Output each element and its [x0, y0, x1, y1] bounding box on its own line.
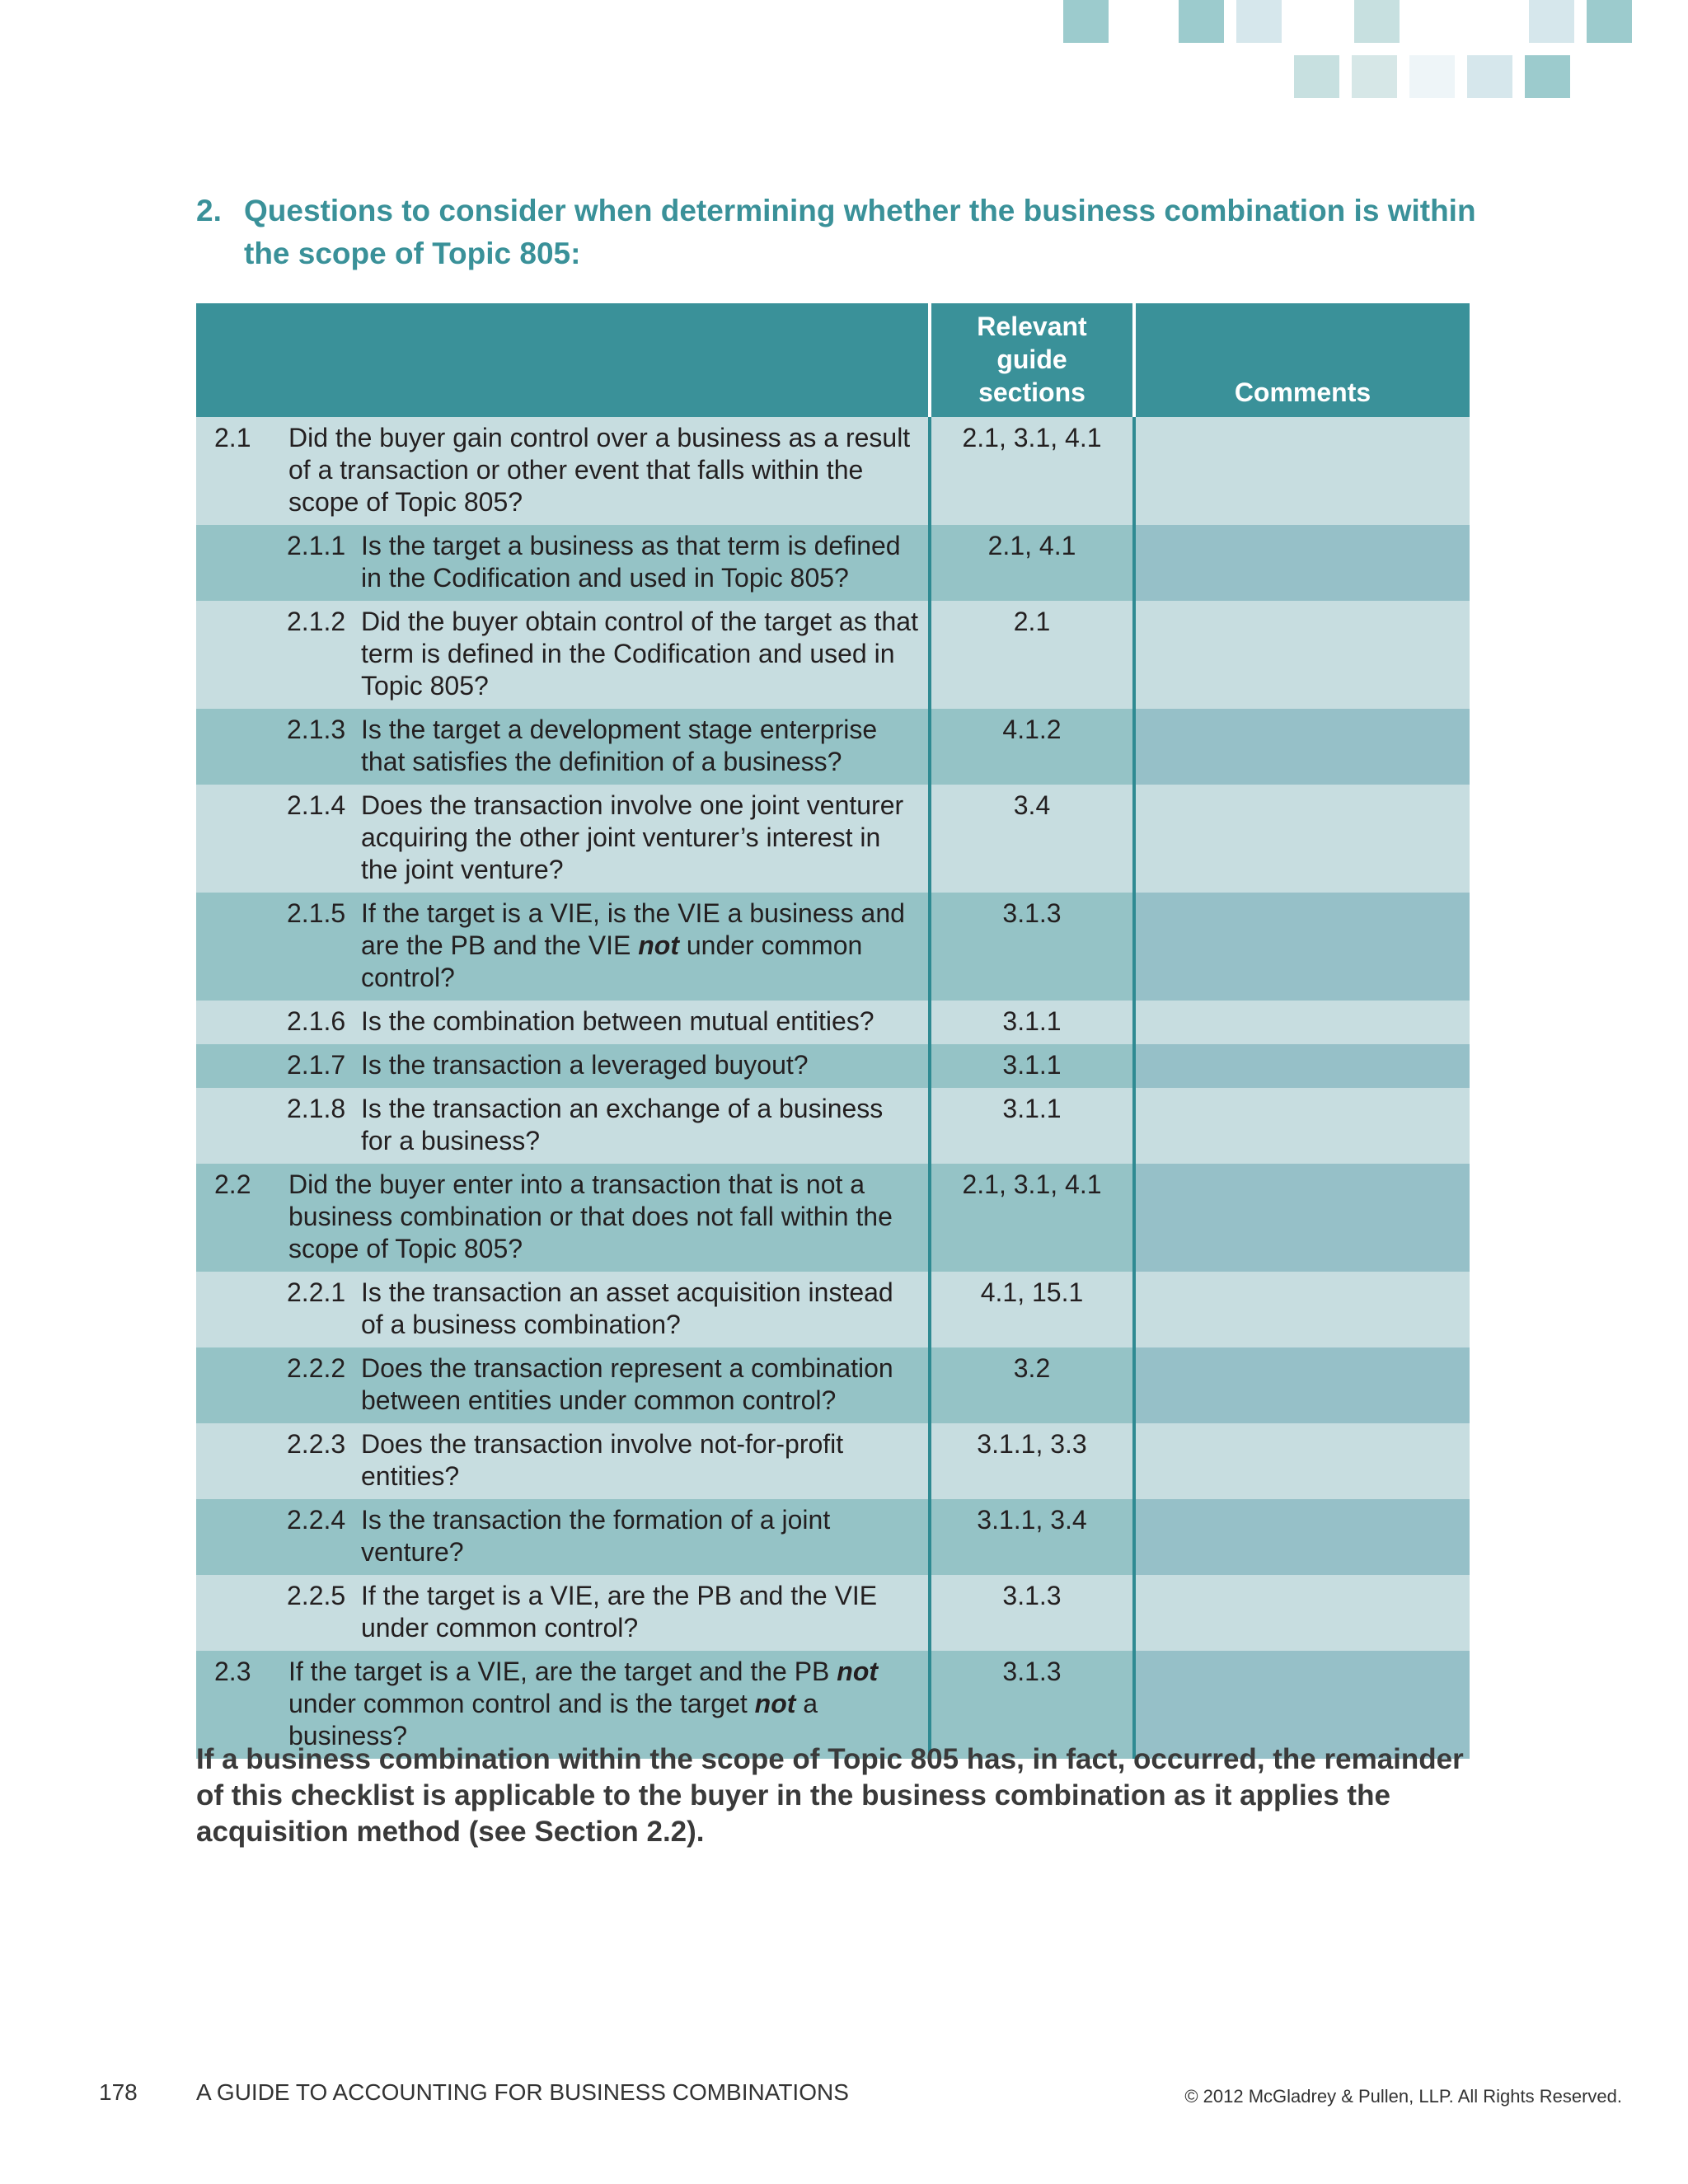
guide-sections-cell: 4.1, 15.1	[930, 1272, 1134, 1347]
table-row	[196, 709, 1470, 785]
question-number: 2.3	[214, 1657, 251, 1686]
question-number: 2.1.8	[287, 1094, 346, 1123]
table-row	[196, 417, 1470, 525]
comments-cell[interactable]	[1134, 1575, 1470, 1651]
question-text	[361, 714, 920, 778]
question-number: 2.1.5	[287, 898, 346, 928]
question-text	[361, 1049, 920, 1081]
question-text	[361, 1352, 920, 1417]
comments-cell[interactable]	[1134, 1499, 1470, 1575]
question-cell	[196, 1575, 930, 1651]
question-number: 2.1.1	[287, 531, 346, 560]
guide-sections-cell: 2.1	[930, 601, 1134, 709]
question-cell	[196, 601, 930, 709]
table-row	[196, 1272, 1470, 1347]
question-cell	[196, 1423, 930, 1499]
table-row	[196, 1164, 1470, 1272]
question-cell	[196, 1088, 930, 1164]
comments-cell[interactable]	[1134, 525, 1470, 601]
question-text-part: Is the target a development stage enterprise that satisfies the definition of a business?	[361, 715, 878, 776]
deco-square	[1529, 0, 1574, 43]
deco-square	[1587, 0, 1632, 43]
table-row	[196, 1044, 1470, 1088]
deco-square	[1525, 55, 1570, 98]
guide-sections-cell: 3.1.3	[930, 893, 1134, 1001]
question-text	[361, 1580, 920, 1644]
question-number: 2.1	[214, 423, 251, 452]
question-cell	[196, 1499, 930, 1575]
section-heading	[196, 190, 1482, 275]
emphasis-text: not	[754, 1689, 796, 1718]
section-heading-text: Questions to consider when determining whether the business combination is within the scope of Topic 805:	[244, 194, 1476, 270]
question-number: 2.1.6	[287, 1006, 346, 1036]
question-text	[288, 1169, 920, 1265]
checklist-table	[196, 303, 1470, 1759]
comments-cell[interactable]	[1134, 1164, 1470, 1272]
table-row	[196, 601, 1470, 709]
deco-square	[1063, 0, 1109, 43]
question-text	[361, 1093, 920, 1157]
question-cell	[196, 1164, 930, 1272]
deco-square	[1409, 55, 1455, 98]
emphasis-text: not	[837, 1657, 879, 1686]
question-number: 2.2.4	[287, 1505, 346, 1535]
question-text	[361, 530, 920, 594]
comments-cell[interactable]	[1134, 1272, 1470, 1347]
question-text-part: under common control?	[361, 930, 863, 992]
question-number: 2.1.2	[287, 607, 346, 636]
guide-sections-cell: 2.1, 4.1	[930, 525, 1134, 601]
guide-sections-cell: 2.1, 3.1, 4.1	[930, 417, 1134, 525]
question-cell	[196, 785, 930, 893]
guide-sections-cell: 3.2	[930, 1347, 1134, 1423]
table-row	[196, 1347, 1470, 1423]
deco-square	[1236, 0, 1282, 43]
guide-sections-cell: 3.4	[930, 785, 1134, 893]
table-row	[196, 785, 1470, 893]
table-row	[196, 1001, 1470, 1044]
question-text-part: If the target is a VIE, is the VIE a business and are the PB and the VIE	[361, 898, 905, 960]
question-cell	[196, 1001, 930, 1044]
deco-square	[1294, 55, 1339, 98]
table-row	[196, 1499, 1470, 1575]
question-number: 2.2	[214, 1169, 251, 1199]
question-number: 2.2.2	[287, 1353, 346, 1383]
guide-sections-cell: 2.1, 3.1, 4.1	[930, 1164, 1134, 1272]
question-text-part: a business?	[288, 1689, 818, 1750]
question-text-part: Is the transaction an exchange of a business for a business?	[361, 1094, 884, 1155]
question-text-part: Did the buyer obtain control of the target as that term is defined in the Codification and used in Topic 805?	[361, 607, 918, 701]
question-number: 2.2.1	[287, 1277, 346, 1307]
header-comments: Comments	[1134, 303, 1470, 417]
header-question	[196, 303, 930, 417]
question-text	[361, 790, 920, 886]
question-text-part: Is the target a business as that term is defined in the Codification and used in Topic 805?	[361, 531, 901, 593]
question-text-part: Did the buyer gain control over a business as a result of a transaction or other event that falls within the scope of Topic 805?	[288, 423, 911, 517]
question-text-part: Is the transaction the formation of a joint venture?	[361, 1505, 831, 1567]
closing-note: If a business combination within the scope of Topic 805 has, in fact, occurred, the remainder of this checklist is applicable to the buyer in the business combination as it applies the acquisition method (see Section 2.2).	[196, 1743, 1464, 1848]
guide-sections-cell: 3.1.1	[930, 1001, 1134, 1044]
table-row	[196, 525, 1470, 601]
comments-cell[interactable]	[1134, 893, 1470, 1001]
question-number: 2.2.3	[287, 1429, 346, 1459]
comments-cell[interactable]	[1134, 1423, 1470, 1499]
question-number: 2.1.7	[287, 1050, 346, 1080]
question-cell	[196, 709, 930, 785]
question-number: 2.2.5	[287, 1581, 346, 1610]
deco-square	[1354, 0, 1400, 43]
guide-sections-cell: 3.1.1	[930, 1044, 1134, 1088]
comments-cell[interactable]	[1134, 785, 1470, 893]
comments-cell[interactable]	[1134, 1347, 1470, 1423]
question-text-part: Does the transaction involve one joint venturer acquiring the other joint venturer’s interest in the joint venture?	[361, 790, 904, 884]
guide-sections-cell: 3.1.1, 3.4	[930, 1499, 1134, 1575]
footer-title: A GUIDE TO ACCOUNTING FOR BUSINESS COMBINATIONS	[196, 2079, 849, 2105]
question-text	[361, 1277, 920, 1341]
table-header-row	[196, 303, 1470, 417]
guide-sections-cell: 4.1.2	[930, 709, 1134, 785]
comments-cell[interactable]	[1134, 417, 1470, 525]
question-text	[361, 1005, 920, 1038]
table-row	[196, 893, 1470, 1001]
question-text	[288, 422, 920, 518]
question-text-part: Does the transaction represent a combination between entities under common control?	[361, 1353, 893, 1415]
question-cell	[196, 1347, 930, 1423]
deco-square	[1352, 55, 1397, 98]
comments-cell[interactable]	[1134, 1044, 1470, 1088]
question-number: 2.1.4	[287, 790, 346, 820]
comments-cell[interactable]	[1134, 709, 1470, 785]
emphasis-text: not	[638, 930, 679, 960]
table-row	[196, 1423, 1470, 1499]
guide-sections-cell: 3.1.3	[930, 1651, 1134, 1759]
deco-square	[1467, 55, 1512, 98]
question-cell	[196, 1272, 930, 1347]
question-text-part: Did the buyer enter into a transaction that is not a business combination or that does not fall within the scope of Topic 805?	[288, 1169, 893, 1263]
table-row	[196, 1575, 1470, 1651]
footer-copyright: © 2012 McGladrey & Pullen, LLP. All Rights Reserved.	[1184, 2086, 1622, 2107]
question-text	[361, 1428, 920, 1493]
question-text-part: under common control and is the target	[288, 1689, 755, 1718]
comments-cell[interactable]	[1134, 601, 1470, 709]
comments-cell[interactable]	[1134, 1088, 1470, 1164]
question-text-part: Is the combination between mutual entities?	[361, 1006, 874, 1036]
question-cell	[196, 417, 930, 525]
question-text-part: Is the transaction an asset acquisition instead of a business combination?	[361, 1277, 893, 1339]
question-text-part: If the target is a VIE, are the target and the PB	[288, 1657, 837, 1686]
deco-square	[1179, 0, 1224, 43]
page-number: 178	[99, 2079, 138, 2105]
guide-sections-cell: 3.1.3	[930, 1575, 1134, 1651]
question-text-part: If the target is a VIE, are the PB and the VIE under common control?	[361, 1581, 878, 1643]
question-text	[361, 898, 920, 994]
question-cell	[196, 1044, 930, 1088]
question-text	[361, 1504, 920, 1568]
section-number: 2.	[196, 194, 222, 227]
question-text-part: Is the transaction a leveraged buyout?	[361, 1050, 809, 1080]
question-cell	[196, 525, 930, 601]
question-cell	[196, 893, 930, 1001]
question-number: 2.1.3	[287, 715, 346, 744]
guide-sections-cell: 3.1.1	[930, 1088, 1134, 1164]
checklist-body	[196, 417, 1470, 1759]
question-text	[361, 606, 920, 702]
header-guide-sections: Relevant guide sections	[930, 303, 1134, 417]
comments-cell[interactable]	[1134, 1001, 1470, 1044]
question-text	[288, 1656, 920, 1752]
guide-sections-cell: 3.1.1, 3.3	[930, 1423, 1134, 1499]
table-row	[196, 1088, 1470, 1164]
question-text-part: Does the transaction involve not-for-profit entities?	[361, 1429, 844, 1491]
